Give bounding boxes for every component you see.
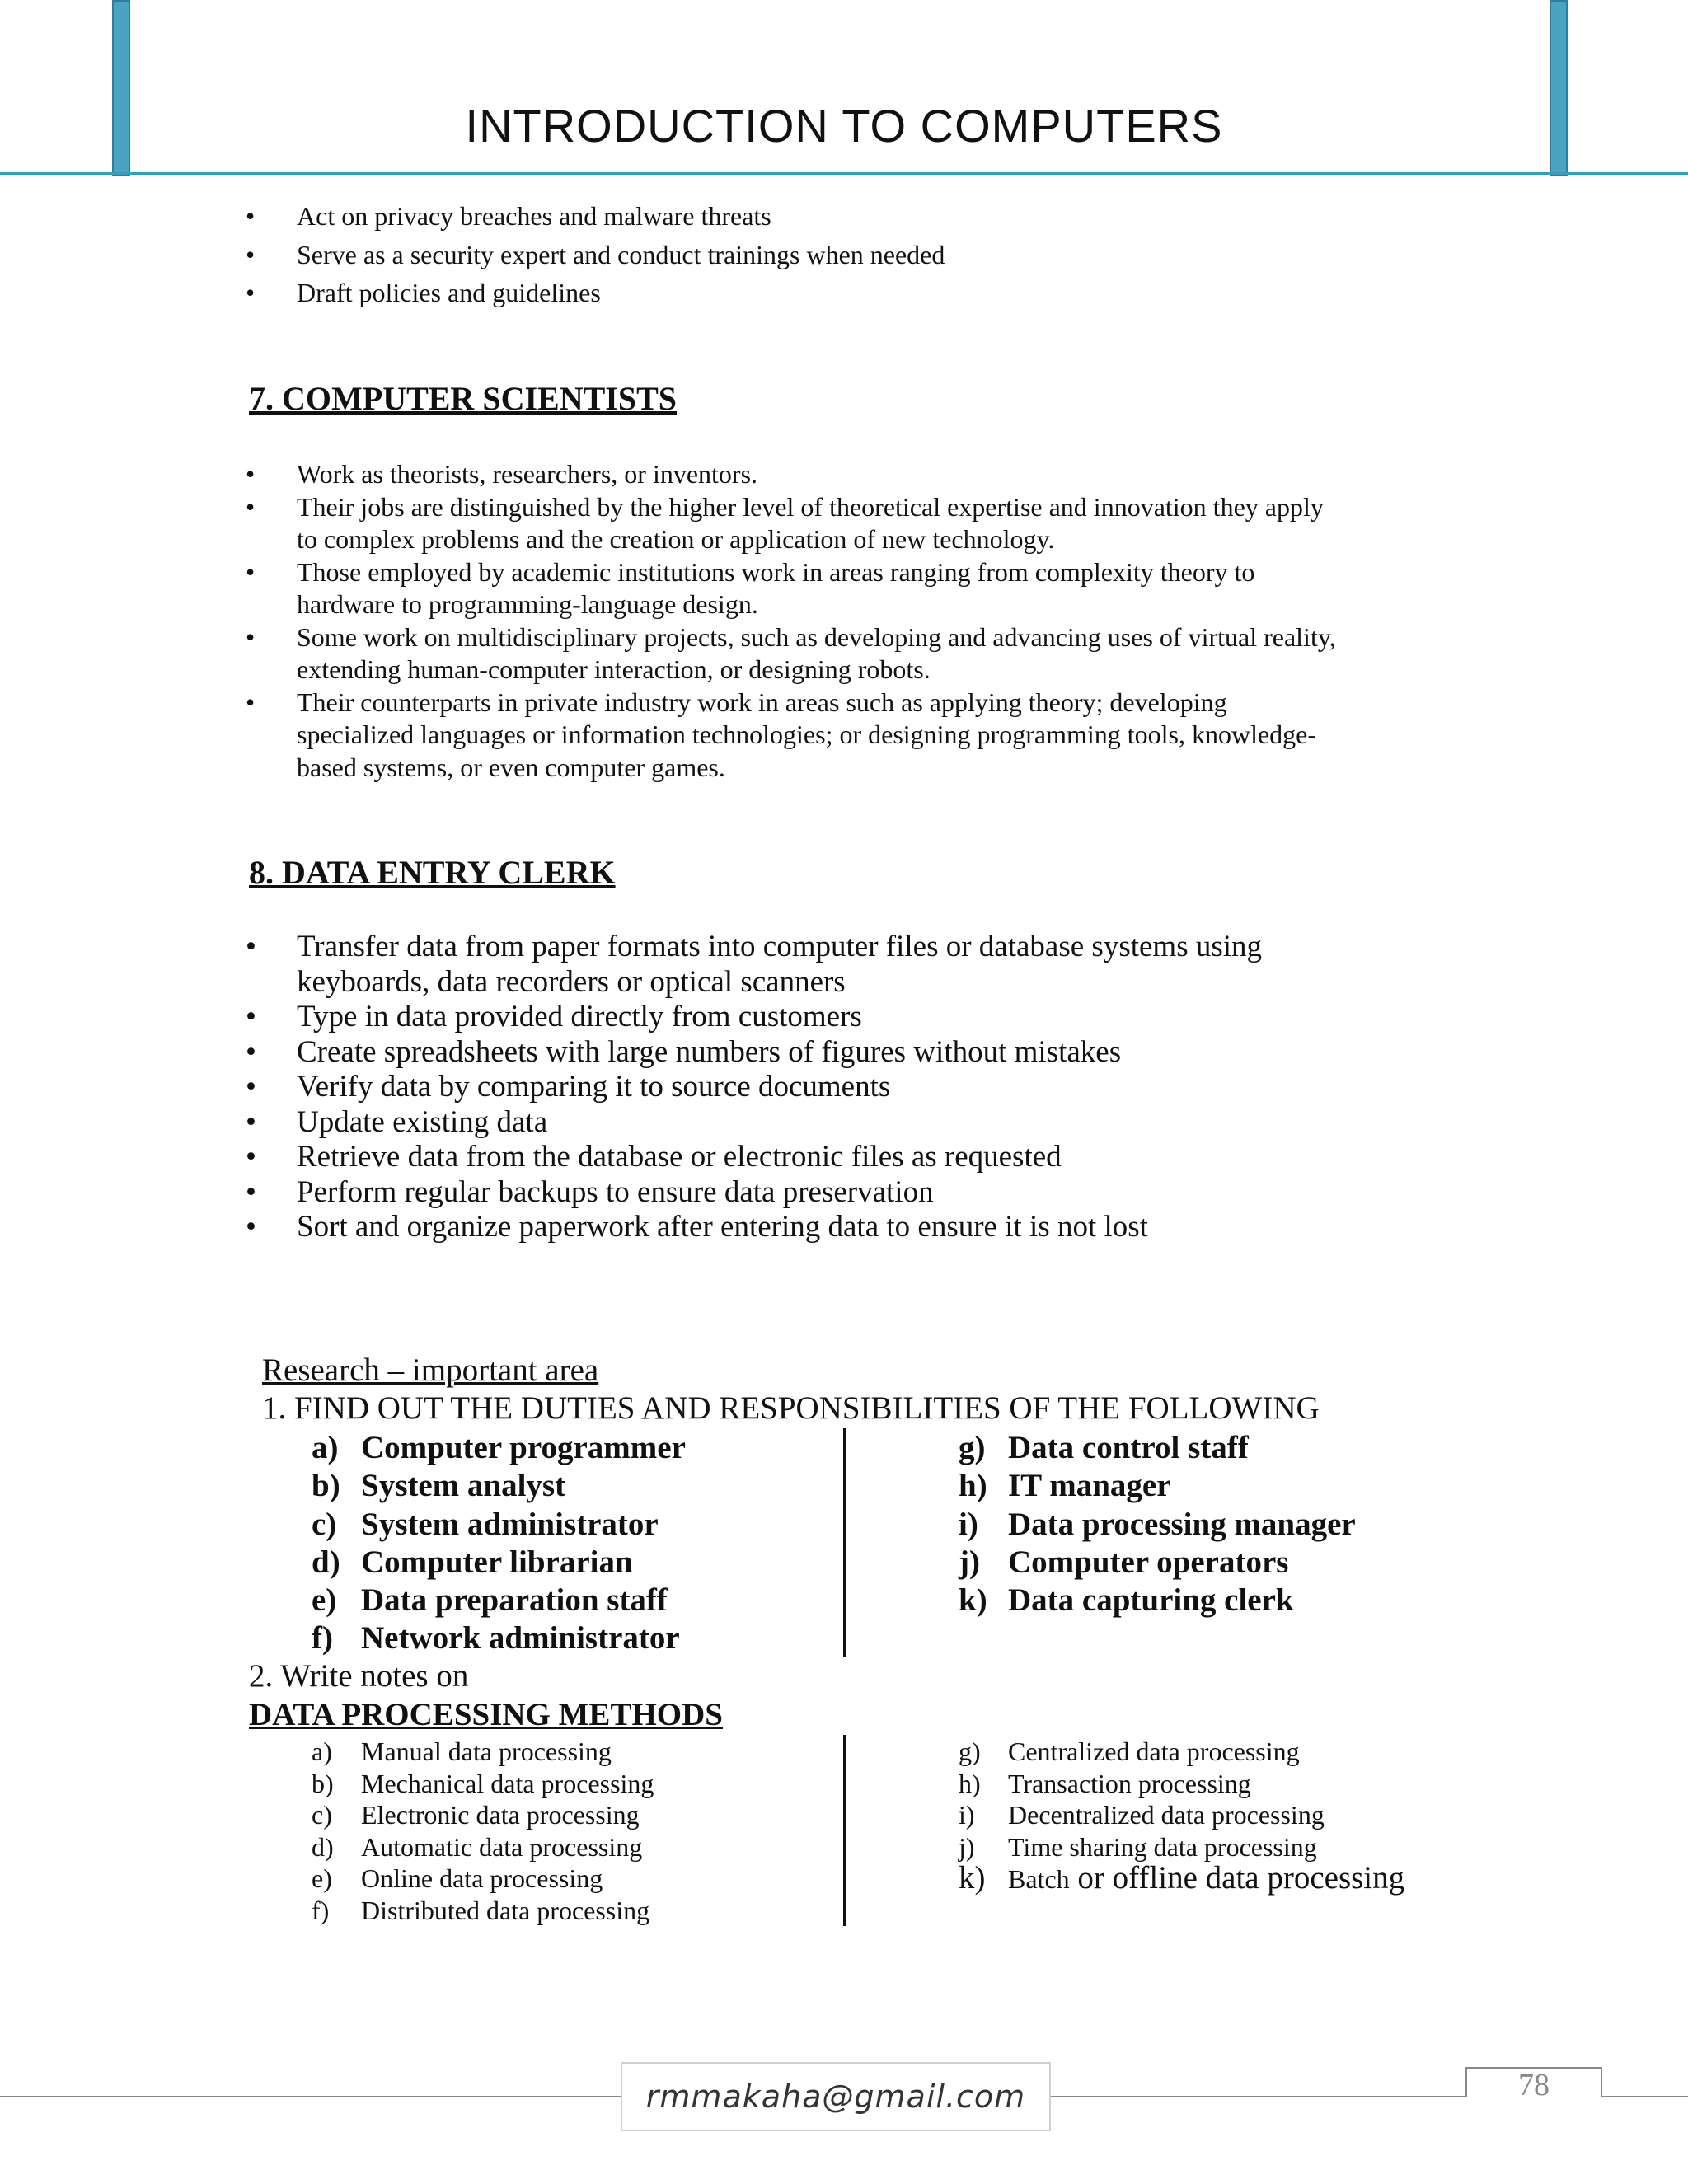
list-item — [312, 1831, 654, 1863]
item-letter: e) — [312, 1863, 332, 1894]
list-item — [312, 1429, 686, 1467]
list-item — [297, 458, 1336, 491]
list-item — [297, 491, 1336, 556]
list-item — [297, 556, 1336, 621]
list-item-line: keyboards, data recorders or optical scanners — [297, 964, 846, 999]
footer-rule-middle — [1051, 2096, 1465, 2097]
list-item — [312, 1582, 686, 1619]
list-item — [312, 1544, 686, 1582]
item-text: Data preparation staff — [361, 1582, 668, 1619]
list-item — [959, 1506, 1356, 1544]
duties-column-divider — [843, 1428, 846, 1657]
list-item — [312, 1768, 654, 1800]
header-rule — [0, 172, 1688, 175]
item-text: Computer operators — [1008, 1544, 1289, 1580]
item-letter: k) — [959, 1582, 987, 1619]
item-text: Data processing manager — [1008, 1506, 1356, 1542]
item-text: Mechanical data processing — [361, 1768, 654, 1798]
page-header-title: INTRODUCTION TO COMPUTERS — [465, 100, 1223, 152]
computer-scientists-list — [297, 458, 1336, 784]
list-item — [959, 1831, 1404, 1863]
item-letter: h) — [959, 1768, 981, 1798]
list-item — [297, 930, 1262, 1000]
item-text-word: Batch — [1008, 1864, 1070, 1895]
list-item — [297, 687, 1336, 785]
list-item — [297, 621, 1336, 687]
list-item — [297, 1000, 1262, 1035]
list-item-line: extending human-computer interaction, or designing robots. — [297, 654, 931, 684]
list-item-line: • Some work on multidisciplinary projects, such as developing and advancing uses of virtual reality, — [297, 621, 1336, 652]
item-text: Computer programmer — [361, 1430, 686, 1465]
item-text: Centralized data processing — [1008, 1736, 1300, 1766]
top-bullet-list — [297, 200, 945, 310]
item-letter: j) — [959, 1544, 980, 1580]
item-text: Online data processing — [361, 1863, 603, 1894]
item-text: System administrator — [361, 1506, 659, 1542]
list-item — [312, 1506, 686, 1544]
item-letter: a) — [312, 1736, 332, 1766]
item-letter: c) — [312, 1506, 337, 1542]
list-item-line: • Update existing data — [297, 1104, 548, 1139]
list-item — [959, 1860, 1405, 1896]
item-letter: d) — [312, 1544, 340, 1580]
item-text: Time sharing data processing — [1008, 1831, 1317, 1862]
list-item — [312, 1619, 686, 1657]
question-2: 2. Write notes on — [249, 1658, 469, 1694]
list-item-line: • Perform regular backups to ensure data preservation — [297, 1174, 934, 1209]
item-letter: j) — [959, 1831, 975, 1862]
item-letter: e) — [312, 1582, 337, 1619]
item-letter: f) — [312, 1895, 330, 1925]
methods-heading: DATA PROCESSING METHODS — [249, 1697, 723, 1732]
footer-email: rmmakaha@gmail.com — [621, 2062, 1051, 2131]
list-item-line: • Create spreadsheets with large numbers of figures without mistakes — [297, 1034, 1122, 1069]
item-text-rest: or offline data processing — [1069, 1860, 1405, 1896]
item-text: IT manager — [1008, 1468, 1171, 1504]
list-item: • Serve as a security expert and conduct trainings when needed — [297, 239, 945, 272]
list-item — [959, 1544, 1356, 1582]
item-letter: g) — [959, 1430, 986, 1465]
item-text: Computer librarian — [361, 1544, 633, 1580]
item-letter: a) — [312, 1430, 339, 1465]
item-text: System analyst — [361, 1468, 566, 1504]
duties-list-left — [312, 1429, 686, 1658]
list-item — [959, 1582, 1356, 1619]
duties-list-right — [959, 1429, 1356, 1619]
item-letter: c) — [312, 1800, 332, 1830]
item-text — [1008, 1860, 1405, 1896]
research-title: Research – important area — [262, 1352, 599, 1388]
item-letter: k) — [959, 1860, 986, 1896]
list-item — [312, 1799, 654, 1831]
list-item-line: • Their jobs are distinguished by the higher level of theoretical expertise and innovation they apply — [297, 491, 1324, 522]
methods-list-left — [312, 1736, 654, 1927]
list-item-line: • Transfer data from paper formats into computer files or database systems using — [297, 930, 1263, 963]
list-item-line: specialized languages or information technologies; or designing programming tools, knowledge- — [297, 719, 1317, 749]
item-letter: b) — [312, 1768, 334, 1798]
section-heading-computer-scientists: 7. COMPUTER SCIENTISTS — [249, 380, 678, 417]
item-letter: b) — [312, 1468, 340, 1504]
item-text: Electronic data processing — [361, 1800, 640, 1830]
list-item — [297, 1140, 1262, 1175]
list-item: • Draft policies and guidelines — [297, 277, 945, 310]
list-item-line: • Verify data by comparing it to source documents — [297, 1070, 891, 1104]
list-item — [312, 1467, 686, 1505]
list-item-line: • Retrieve data from the database or electronic files as requested — [297, 1140, 1062, 1174]
list-item-line: • Those employed by academic institutions work in areas ranging from complexity theory to — [297, 556, 1255, 587]
list-item-line: hardware to programming-language design. — [297, 589, 758, 619]
item-letter: i) — [959, 1506, 978, 1542]
page-number: 78 — [1518, 2068, 1550, 2102]
list-item — [312, 1736, 654, 1768]
data-entry-clerk-list — [297, 930, 1262, 1245]
list-item — [959, 1736, 1404, 1768]
list-item: • Act on privacy breaches and malware threats — [297, 200, 945, 233]
list-item-line: • Type in data provided directly from customers — [297, 1000, 862, 1033]
footer-rule-right — [1602, 2096, 1688, 2097]
list-item — [297, 1175, 1262, 1211]
list-item-line: • Sort and organize paperwork after entering data to ensure it is not lost — [297, 1210, 1148, 1244]
item-letter: i) — [959, 1800, 975, 1830]
list-item — [959, 1467, 1356, 1505]
methods-list-right — [959, 1736, 1404, 1896]
item-letter: g) — [959, 1736, 981, 1766]
list-item — [297, 1210, 1262, 1245]
item-text: Transaction processing — [1008, 1768, 1251, 1798]
list-item — [297, 1035, 1262, 1071]
section-heading-data-entry-clerk: 8. DATA ENTRY CLERK — [249, 854, 616, 891]
methods-column-divider — [843, 1735, 846, 1926]
item-text: Distributed data processing — [361, 1895, 650, 1925]
item-text: Manual data processing — [361, 1736, 612, 1766]
item-text: Decentralized data processing — [1008, 1800, 1325, 1830]
list-item — [959, 1799, 1404, 1831]
list-item — [312, 1895, 654, 1927]
list-item — [297, 1070, 1262, 1105]
list-item-line: • Their counterparts in private industry work in areas such as applying theory; developing — [297, 687, 1227, 717]
list-item — [312, 1863, 654, 1895]
item-text: Data control staff — [1008, 1430, 1249, 1465]
list-item-line: based systems, or even computer games. — [297, 752, 725, 782]
list-item — [959, 1768, 1404, 1800]
item-text: Data capturing clerk — [1008, 1582, 1294, 1619]
footer-rule-left — [0, 2096, 621, 2097]
item-letter: f) — [312, 1620, 333, 1657]
list-item — [297, 1105, 1262, 1141]
item-letter: d) — [312, 1831, 334, 1862]
list-item — [959, 1429, 1356, 1467]
item-text: Network administrator — [361, 1620, 680, 1657]
question-1: 1. FIND OUT THE DUTIES AND RESPONSIBILITIES OF THE FOLLOWING — [262, 1390, 1320, 1426]
list-item-line: to complex problems and the creation or application of new technology. — [297, 524, 1055, 554]
list-item-line: • Work as theorists, researchers, or inventors. — [297, 459, 758, 489]
item-letter: h) — [959, 1468, 987, 1504]
item-text: Automatic data processing — [361, 1831, 643, 1862]
